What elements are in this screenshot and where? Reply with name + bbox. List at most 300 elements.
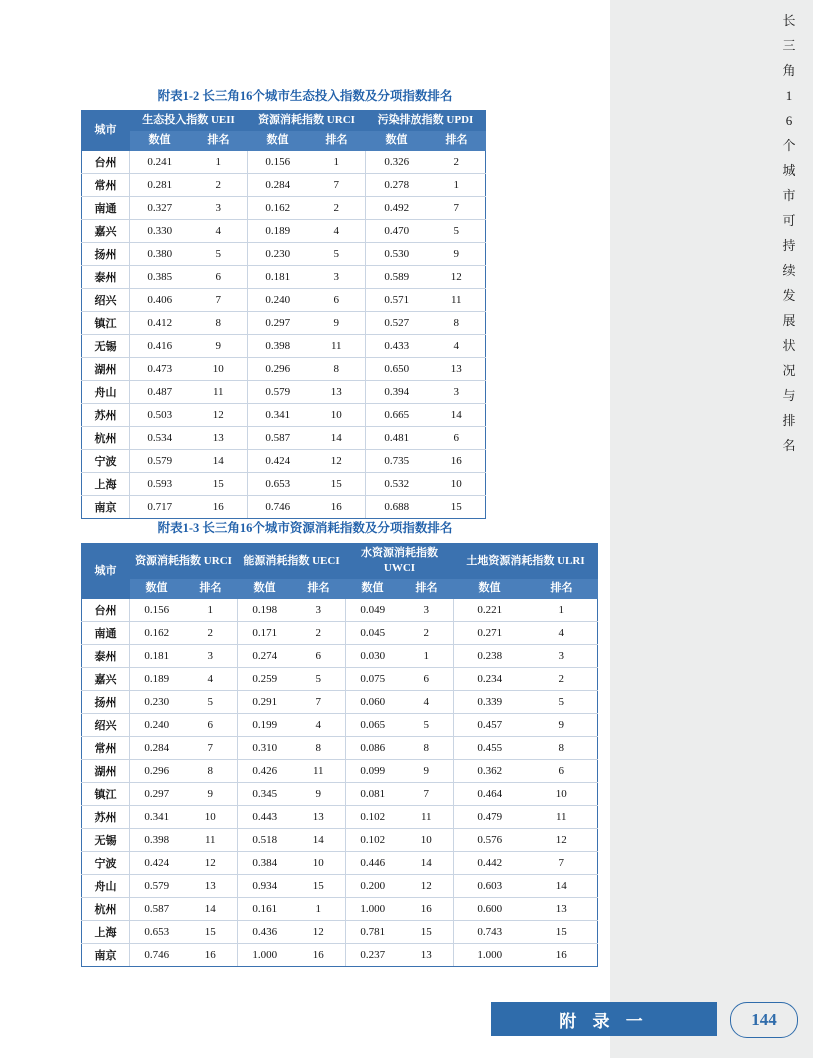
cell-value: 0.665 <box>366 404 428 427</box>
th-rank: 排名 <box>184 579 238 599</box>
cell-value: 0.102 <box>346 806 400 829</box>
cell-rank: 16 <box>428 450 486 473</box>
cell-value: 0.284 <box>248 174 308 197</box>
cell-rank: 9 <box>400 760 454 783</box>
cell-value: 0.464 <box>454 783 526 806</box>
cell-rank: 14 <box>190 450 248 473</box>
cell-value: 0.199 <box>238 714 292 737</box>
sidebar-title-char: 况 <box>782 363 796 378</box>
cell-value: 0.284 <box>130 737 184 760</box>
cell-rank: 4 <box>428 335 486 358</box>
cell-value: 0.424 <box>130 852 184 875</box>
th-rank: 排名 <box>526 579 598 599</box>
th-group-ueci: 能源消耗指数 UECI <box>238 544 346 579</box>
cell-rank: 10 <box>184 806 238 829</box>
th-rank: 排名 <box>308 131 366 151</box>
cell-value: 0.310 <box>238 737 292 760</box>
cell-rank: 4 <box>184 668 238 691</box>
cell-rank: 12 <box>190 404 248 427</box>
cell-value: 0.479 <box>454 806 526 829</box>
cell-value: 0.527 <box>366 312 428 335</box>
cell-rank: 4 <box>292 714 346 737</box>
cell-rank: 12 <box>428 266 486 289</box>
table-row <box>82 668 598 691</box>
cell-rank: 12 <box>292 921 346 944</box>
cell-value: 0.162 <box>248 197 308 220</box>
sidebar-title-char: 市 <box>782 188 796 203</box>
cell-city: 嘉兴 <box>82 668 130 691</box>
cell-value: 0.424 <box>248 450 308 473</box>
cell-rank: 8 <box>526 737 598 760</box>
cell-city: 湖州 <box>82 760 130 783</box>
table-1-3 <box>81 543 598 967</box>
cell-value: 0.470 <box>366 220 428 243</box>
cell-city: 苏州 <box>82 806 130 829</box>
cell-rank: 14 <box>400 852 454 875</box>
cell-rank: 16 <box>292 944 346 967</box>
cell-rank: 5 <box>184 691 238 714</box>
cell-rank: 16 <box>526 944 598 967</box>
cell-city: 嘉兴 <box>82 220 130 243</box>
cell-value: 0.102 <box>346 829 400 852</box>
cell-city: 无锡 <box>82 829 130 852</box>
cell-city: 台州 <box>82 599 130 622</box>
cell-rank: 16 <box>308 496 366 519</box>
cell-value: 0.240 <box>130 714 184 737</box>
cell-city: 南京 <box>82 944 130 967</box>
table-row <box>82 783 598 806</box>
table-row <box>82 806 598 829</box>
cell-rank: 4 <box>526 622 598 645</box>
table-row <box>82 944 598 967</box>
cell-value: 0.281 <box>130 174 190 197</box>
cell-value: 0.086 <box>346 737 400 760</box>
cell-value: 0.426 <box>238 760 292 783</box>
table-row <box>82 450 486 473</box>
cell-value: 0.398 <box>130 829 184 852</box>
table-row <box>82 404 486 427</box>
cell-value: 0.746 <box>248 496 308 519</box>
cell-rank: 13 <box>526 898 598 921</box>
cell-rank: 2 <box>292 622 346 645</box>
cell-city: 苏州 <box>82 404 130 427</box>
cell-city: 泰州 <box>82 645 130 668</box>
cell-rank: 6 <box>190 266 248 289</box>
cell-city: 南通 <box>82 622 130 645</box>
cell-value: 0.278 <box>366 174 428 197</box>
cell-city: 南京 <box>82 496 130 519</box>
cell-rank: 13 <box>190 427 248 450</box>
cell-value: 0.481 <box>366 427 428 450</box>
cell-rank: 3 <box>292 599 346 622</box>
cell-value: 0.589 <box>366 266 428 289</box>
cell-value: 0.065 <box>346 714 400 737</box>
cell-city: 宁波 <box>82 450 130 473</box>
cell-rank: 3 <box>428 381 486 404</box>
cell-rank: 16 <box>400 898 454 921</box>
cell-rank: 7 <box>428 197 486 220</box>
cell-value: 0.339 <box>454 691 526 714</box>
table-row <box>82 312 486 335</box>
cell-rank: 8 <box>292 737 346 760</box>
cell-city: 镇江 <box>82 783 130 806</box>
cell-value: 0.717 <box>130 496 190 519</box>
cell-value: 0.416 <box>130 335 190 358</box>
th-value: 数值 <box>454 579 526 599</box>
cell-value: 0.455 <box>454 737 526 760</box>
cell-value: 0.442 <box>454 852 526 875</box>
cell-value: 0.593 <box>130 473 190 496</box>
cell-rank: 2 <box>526 668 598 691</box>
cell-rank: 3 <box>190 197 248 220</box>
cell-value: 0.743 <box>454 921 526 944</box>
cell-rank: 15 <box>190 473 248 496</box>
table-row <box>82 243 486 266</box>
sidebar-title-char: 个 <box>782 138 796 153</box>
cell-value: 0.534 <box>130 427 190 450</box>
cell-value: 0.781 <box>346 921 400 944</box>
cell-value: 0.398 <box>248 335 308 358</box>
cell-city: 南通 <box>82 197 130 220</box>
cell-value: 0.060 <box>346 691 400 714</box>
cell-rank: 8 <box>308 358 366 381</box>
cell-rank: 5 <box>190 243 248 266</box>
cell-value: 0.075 <box>346 668 400 691</box>
cell-rank: 13 <box>184 875 238 898</box>
cell-rank: 13 <box>292 806 346 829</box>
cell-value: 0.198 <box>238 599 292 622</box>
cell-value: 0.221 <box>454 599 526 622</box>
cell-rank: 6 <box>292 645 346 668</box>
table-1-3-wrapper <box>81 543 599 967</box>
cell-rank: 3 <box>184 645 238 668</box>
table-row <box>82 737 598 760</box>
cell-value: 0.380 <box>130 243 190 266</box>
table-row <box>82 289 486 312</box>
cell-rank: 10 <box>292 852 346 875</box>
cell-rank: 10 <box>526 783 598 806</box>
cell-value: 0.161 <box>238 898 292 921</box>
sidebar-title-char: 与 <box>782 388 796 403</box>
th-rank: 排名 <box>400 579 454 599</box>
sidebar-title-char: 续 <box>782 263 796 278</box>
cell-city: 泰州 <box>82 266 130 289</box>
cell-value: 0.271 <box>454 622 526 645</box>
cell-value: 0.653 <box>248 473 308 496</box>
sidebar-title-char: 城 <box>782 163 796 178</box>
cell-rank: 14 <box>526 875 598 898</box>
cell-rank: 6 <box>400 668 454 691</box>
cell-value: 1.000 <box>238 944 292 967</box>
cell-value: 0.436 <box>238 921 292 944</box>
cell-city: 湖州 <box>82 358 130 381</box>
cell-value: 0.473 <box>130 358 190 381</box>
cell-rank: 6 <box>428 427 486 450</box>
cell-rank: 11 <box>190 381 248 404</box>
cell-value: 0.345 <box>238 783 292 806</box>
th-group-ulri: 土地资源消耗指数 ULRI <box>454 544 598 579</box>
table-row <box>82 691 598 714</box>
cell-rank: 9 <box>184 783 238 806</box>
cell-value: 0.587 <box>130 898 184 921</box>
cell-value: 0.238 <box>454 645 526 668</box>
cell-value: 0.156 <box>130 599 184 622</box>
cell-value: 0.189 <box>248 220 308 243</box>
cell-city: 舟山 <box>82 381 130 404</box>
cell-city: 宁波 <box>82 852 130 875</box>
cell-value: 0.406 <box>130 289 190 312</box>
cell-value: 0.746 <box>130 944 184 967</box>
th-group-uwci: 水资源消耗指数 UWCI <box>346 544 454 579</box>
cell-value: 0.600 <box>454 898 526 921</box>
cell-value: 0.688 <box>366 496 428 519</box>
cell-value: 0.603 <box>454 875 526 898</box>
cell-value: 0.443 <box>238 806 292 829</box>
table-row <box>82 473 486 496</box>
cell-value: 0.291 <box>238 691 292 714</box>
cell-value: 0.412 <box>130 312 190 335</box>
cell-value: 0.240 <box>248 289 308 312</box>
th-group-urci: 资源消耗指数 URCI <box>248 111 366 131</box>
cell-value: 0.230 <box>248 243 308 266</box>
cell-rank: 13 <box>308 381 366 404</box>
cell-city: 常州 <box>82 174 130 197</box>
table-row <box>82 622 598 645</box>
cell-rank: 5 <box>308 243 366 266</box>
cell-rank: 15 <box>292 875 346 898</box>
cell-value: 0.234 <box>454 668 526 691</box>
table-row <box>82 645 598 668</box>
th-group-urci: 资源消耗指数 URCI <box>130 544 238 579</box>
sidebar-title-char: 持 <box>782 238 796 253</box>
table-row <box>82 197 486 220</box>
cell-value: 0.296 <box>130 760 184 783</box>
cell-rank: 14 <box>292 829 346 852</box>
cell-rank: 7 <box>400 783 454 806</box>
cell-value: 0.576 <box>454 829 526 852</box>
cell-rank: 11 <box>308 335 366 358</box>
table-row <box>82 898 598 921</box>
cell-value: 0.384 <box>238 852 292 875</box>
table-1-3-body <box>82 599 598 967</box>
cell-city: 上海 <box>82 921 130 944</box>
cell-rank: 11 <box>526 806 598 829</box>
sidebar-title-char: 长 <box>782 13 796 28</box>
cell-value: 0.650 <box>366 358 428 381</box>
th-group-ueii: 生态投入指数 UEII <box>130 111 248 131</box>
cell-value: 0.341 <box>130 806 184 829</box>
cell-rank: 2 <box>400 622 454 645</box>
cell-rank: 7 <box>308 174 366 197</box>
cell-city: 常州 <box>82 737 130 760</box>
cell-value: 0.156 <box>248 151 308 174</box>
cell-city: 杭州 <box>82 898 130 921</box>
sidebar-title-char: 角 <box>782 63 796 78</box>
table-1-2-title: 附表1-2 长三角16个城市生态投入指数及分项指数排名 <box>157 89 453 103</box>
cell-rank: 9 <box>428 243 486 266</box>
cell-rank: 15 <box>400 921 454 944</box>
table-row <box>82 220 486 243</box>
cell-rank: 12 <box>308 450 366 473</box>
cell-value: 1.000 <box>346 898 400 921</box>
th-value: 数值 <box>346 579 400 599</box>
cell-value: 0.735 <box>366 450 428 473</box>
cell-value: 0.237 <box>346 944 400 967</box>
cell-value: 0.171 <box>238 622 292 645</box>
table-row <box>82 381 486 404</box>
cell-rank: 3 <box>400 599 454 622</box>
table-row <box>82 760 598 783</box>
table-row <box>82 875 598 898</box>
table-row <box>82 714 598 737</box>
cell-rank: 12 <box>526 829 598 852</box>
cell-value: 0.189 <box>130 668 184 691</box>
table-row <box>82 599 598 622</box>
cell-rank: 13 <box>428 358 486 381</box>
cell-rank: 16 <box>190 496 248 519</box>
th-rank: 排名 <box>190 131 248 151</box>
cell-value: 0.487 <box>130 381 190 404</box>
cell-value: 0.587 <box>248 427 308 450</box>
cell-city: 无锡 <box>82 335 130 358</box>
footer-section-label: 附 录 一 <box>491 1002 717 1036</box>
cell-rank: 2 <box>190 174 248 197</box>
th-city: 城市 <box>82 544 130 599</box>
cell-rank: 5 <box>292 668 346 691</box>
table-row <box>82 174 486 197</box>
cell-rank: 11 <box>292 760 346 783</box>
cell-value: 0.571 <box>366 289 428 312</box>
cell-rank: 16 <box>184 944 238 967</box>
cell-rank: 9 <box>292 783 346 806</box>
cell-value: 0.446 <box>346 852 400 875</box>
th-group-updi: 污染排放指数 UPDI <box>366 111 486 131</box>
cell-rank: 4 <box>190 220 248 243</box>
cell-value: 0.327 <box>130 197 190 220</box>
cell-value: 0.394 <box>366 381 428 404</box>
th-rank: 排名 <box>292 579 346 599</box>
cell-rank: 9 <box>190 335 248 358</box>
th-value: 数值 <box>238 579 292 599</box>
cell-rank: 8 <box>428 312 486 335</box>
table-1-2-wrapper <box>81 110 599 519</box>
cell-rank: 11 <box>184 829 238 852</box>
cell-rank: 9 <box>526 714 598 737</box>
table-row <box>82 266 486 289</box>
cell-value: 0.433 <box>366 335 428 358</box>
sidebar-band <box>610 0 813 1058</box>
cell-rank: 10 <box>428 473 486 496</box>
cell-rank: 3 <box>526 645 598 668</box>
cell-rank: 10 <box>400 829 454 852</box>
cell-value: 0.341 <box>248 404 308 427</box>
cell-value: 0.049 <box>346 599 400 622</box>
cell-rank: 10 <box>308 404 366 427</box>
cell-rank: 9 <box>308 312 366 335</box>
cell-value: 1.000 <box>454 944 526 967</box>
cell-city: 上海 <box>82 473 130 496</box>
cell-rank: 6 <box>526 760 598 783</box>
sidebar-title-char: 名 <box>782 438 796 453</box>
cell-rank: 7 <box>190 289 248 312</box>
cell-value: 0.259 <box>238 668 292 691</box>
sidebar-vertical-title <box>775 8 803 458</box>
cell-rank: 14 <box>184 898 238 921</box>
table-1-3-title: 附表1-3 长三角16个城市资源消耗指数及分项指数排名 <box>157 521 453 535</box>
th-value: 数值 <box>248 131 308 151</box>
cell-rank: 13 <box>400 944 454 967</box>
cell-value: 0.045 <box>346 622 400 645</box>
cell-value: 0.274 <box>238 645 292 668</box>
table-row <box>82 921 598 944</box>
cell-rank: 7 <box>184 737 238 760</box>
cell-city: 扬州 <box>82 243 130 266</box>
th-city: 城市 <box>82 111 130 151</box>
cell-rank: 5 <box>526 691 598 714</box>
cell-rank: 1 <box>190 151 248 174</box>
cell-rank: 8 <box>400 737 454 760</box>
cell-value: 0.579 <box>130 450 190 473</box>
cell-value: 0.030 <box>346 645 400 668</box>
th-rank: 排名 <box>428 131 486 151</box>
cell-value: 0.492 <box>366 197 428 220</box>
cell-value: 0.330 <box>130 220 190 243</box>
cell-value: 0.099 <box>346 760 400 783</box>
cell-rank: 3 <box>308 266 366 289</box>
sidebar-title-char: 1 <box>785 88 793 103</box>
cell-rank: 7 <box>292 691 346 714</box>
cell-value: 0.297 <box>130 783 184 806</box>
cell-rank: 15 <box>308 473 366 496</box>
sidebar-title-char: 状 <box>782 338 796 353</box>
cell-value: 0.579 <box>130 875 184 898</box>
cell-value: 0.518 <box>238 829 292 852</box>
cell-rank: 1 <box>184 599 238 622</box>
cell-city: 扬州 <box>82 691 130 714</box>
table-row <box>82 427 486 450</box>
cell-value: 0.532 <box>366 473 428 496</box>
cell-rank: 2 <box>428 151 486 174</box>
cell-rank: 6 <box>308 289 366 312</box>
cell-value: 0.297 <box>248 312 308 335</box>
cell-rank: 15 <box>428 496 486 519</box>
cell-rank: 2 <box>184 622 238 645</box>
sidebar-title-char: 排 <box>782 413 796 428</box>
table-1-2 <box>81 110 486 519</box>
cell-value: 0.457 <box>454 714 526 737</box>
th-value: 数值 <box>366 131 428 151</box>
table-row <box>82 358 486 381</box>
cell-value: 0.200 <box>346 875 400 898</box>
cell-rank: 4 <box>400 691 454 714</box>
cell-rank: 5 <box>400 714 454 737</box>
cell-rank: 12 <box>400 875 454 898</box>
cell-city: 绍兴 <box>82 714 130 737</box>
cell-value: 0.362 <box>454 760 526 783</box>
cell-rank: 4 <box>308 220 366 243</box>
cell-rank: 6 <box>184 714 238 737</box>
cell-city: 台州 <box>82 151 130 174</box>
cell-value: 0.934 <box>238 875 292 898</box>
table-1-2-body <box>82 151 486 519</box>
table-row <box>82 829 598 852</box>
cell-value: 0.230 <box>130 691 184 714</box>
sidebar-title-char: 6 <box>785 113 793 128</box>
cell-value: 0.326 <box>366 151 428 174</box>
cell-city: 舟山 <box>82 875 130 898</box>
table-row <box>82 151 486 174</box>
cell-value: 0.296 <box>248 358 308 381</box>
